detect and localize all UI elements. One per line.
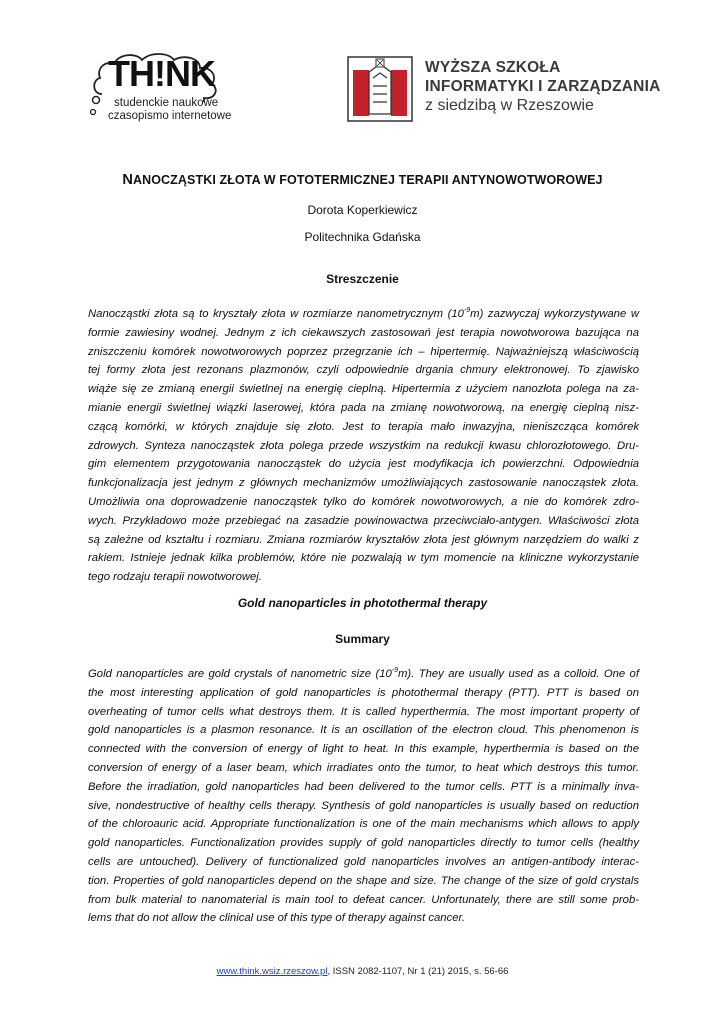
- exponent: -9: [463, 307, 471, 314]
- abstract-line: zniszczeniu komórek nowotworowych poprzez przegrzanie ich – hipertermię. Najważniejszą właściwością: [88, 345, 639, 358]
- summary-line: conversion of energy of a laser beam, which irradiates onto the tumor, to heat which destroys this tumor.: [88, 761, 639, 774]
- abstract-line: Nanocząstki złota są to kryształy złota w rozmiarze nanometrycznym $(10^{-9}m)$ zazwyczaj wykorzystywane w: [88, 307, 639, 320]
- summary-line: tion. Properties of gold nanoparticles depend on the shape and size. The change of the size of gold crystals: [88, 874, 639, 887]
- summary-line: lems that do not allow the clinical use of this type of therapy against cancer.: [88, 912, 465, 925]
- abstract-line: rakiem. Istnieje jednak kilka problemów, które nie pozwalają w tym momencie na kliniczne wykorzystanie: [88, 552, 639, 565]
- wsiz-name-line-2: INFORMATYKI I ZARZĄDZANIA: [425, 78, 661, 95]
- abstract-line: mianie energii świetlnej wiązki laserowej, która pada na zmianę nowotworową, na energię cieplną nisz-: [88, 401, 639, 414]
- title-initial: N: [122, 172, 133, 188]
- summary-line: from bulk material to nanomaterial is main tool to defeat cancer. Unfortunately, there are still some prob-: [88, 893, 639, 906]
- abstract-line: Umożliwia ona doprowadzenie nanocząstek tylko do komórek nowotworowych, a nie do komórek zdro-: [88, 495, 639, 508]
- english-title: Gold nanoparticles in photothermal therapy: [237, 596, 488, 610]
- abstract-line: tej formy złota jest rezonans plazmonów, czyli odpowiednie drgania chmury elektronowej. To zjawisko: [88, 364, 639, 377]
- summary-paragraph: [88, 665, 639, 928]
- summary-line: of the chloroauric acid. Appropriate functionalization is one of the main mechanisms which allows to apply: [88, 818, 639, 831]
- summary-line: overheating of tumor cells what destroys them. It is called hyperthermia. The most important property of: [88, 705, 639, 718]
- summary-line: the most interesting application of gold nanoparticles is photothermal therapy (PTT). PTT is based on: [88, 686, 639, 699]
- footer-citation: [0, 966, 725, 977]
- summary-line: Before the irradiation, gold nanoparticles had been delivered to the tumor cells. PTT is a minimally inva-: [88, 780, 639, 793]
- abstract-line: wych. Przykładowo może przebiegać na zasadzie powinowactwa przeciwciało-antygen. Właściwości złota: [88, 514, 639, 527]
- abstract-paragraph: [88, 305, 639, 587]
- summary-line: Gold nanoparticles are gold crystals of nanometric size $(10^{-9}m)$. They are usually used as a colloid. One of: [88, 667, 639, 680]
- think-wordmark: TH!NK: [108, 53, 215, 94]
- summary-line: gold nanoparticles. Functionalization provides supply of gold nanoparticles directly to tumor cells (healthy: [88, 837, 639, 850]
- wsiz-name-line-1: WYŻSZA SZKOŁA: [425, 59, 561, 76]
- think-logo: [88, 50, 248, 122]
- summary-line: sive, nondestructive of healthy cells therapy. Synthesis of gold nanoparticles is usually based on reduction: [88, 799, 639, 812]
- abstract-line: zdrowych. Synteza nanocząstek złota polega przede wszystkim na redukcji kwasu chlorozłotowego. Dru-: [88, 439, 639, 452]
- author-name: Dorota Koperkiewicz: [307, 203, 418, 217]
- abstract-line: tego rodzaju terapii nowotworowej.: [88, 571, 262, 584]
- title-rest: ANOCZĄSTKI ZŁOTA W FOTOTERMICZNEJ TERAPII ANTYNOWOTWOROWEJ: [132, 173, 603, 187]
- think-tagline-1: studenckie naukowe: [114, 97, 219, 109]
- journal-link[interactable]: www.think.wsiz.rzeszow.pl: [216, 966, 328, 977]
- abstract-line: formie zawiesiny wodnej. Jednym z ich ciekawszych zastosowań jest terapia nowotworowa bazująca na: [88, 326, 639, 339]
- summary-line: connected with the conversion of energy of light to heat. In this example, hyperthermia is based on the: [88, 743, 639, 756]
- author-affiliation: Politechnika Gdańska: [304, 230, 421, 244]
- summary-line: gold nanoparticles is a plasmon resonance. It is an oscillation of the electron cloud. This phenomenon is: [88, 724, 639, 737]
- abstract-line: gim elementem przygotowania nanocząstek do użycia jest modyfikacja ich powierzchni. Odpowiednia: [88, 458, 639, 471]
- summary-line: cells are untouched). Delivery of functionalized gold nanoparticles involves an antigen-antibody interac-: [88, 855, 639, 868]
- wsiz-name-line-3: z siedzibą w Rzeszowie: [425, 97, 594, 114]
- abstract-line: są zależne od kształtu i rozmiaru. Zmiana rozmiarów kryształów złota jest głównym narzędziem do walki z: [88, 533, 639, 546]
- abstract-line: czącą komórki, w których znajduje się złoto. Jest to terapia mało inwazyjna, nieniszcząca komórek: [88, 420, 639, 433]
- exponent: -9: [391, 667, 399, 674]
- wsiz-logo: [347, 56, 682, 124]
- abstract-heading: Streszczenie: [326, 272, 399, 286]
- issn-citation: , ISSN 2082-1107, Nr 1 (21) 2015, s. 56-66: [327, 966, 509, 977]
- think-tagline-2: czasopismo internetowe: [108, 110, 232, 122]
- abstract-line: funkcjonalizacja jest jednym z głównych mechanizmów umożliwiających zastosowanie nanocząstek złota.: [88, 477, 639, 490]
- wsiz-emblem-icon: [347, 56, 413, 122]
- summary-heading: Summary: [335, 632, 390, 646]
- abstract-line: wiąże się ze zmianą energii świetlnej na energię cieplną. Hipertermia z użyciem nanozłota polega na za-: [88, 383, 639, 396]
- article-title: [0, 172, 725, 188]
